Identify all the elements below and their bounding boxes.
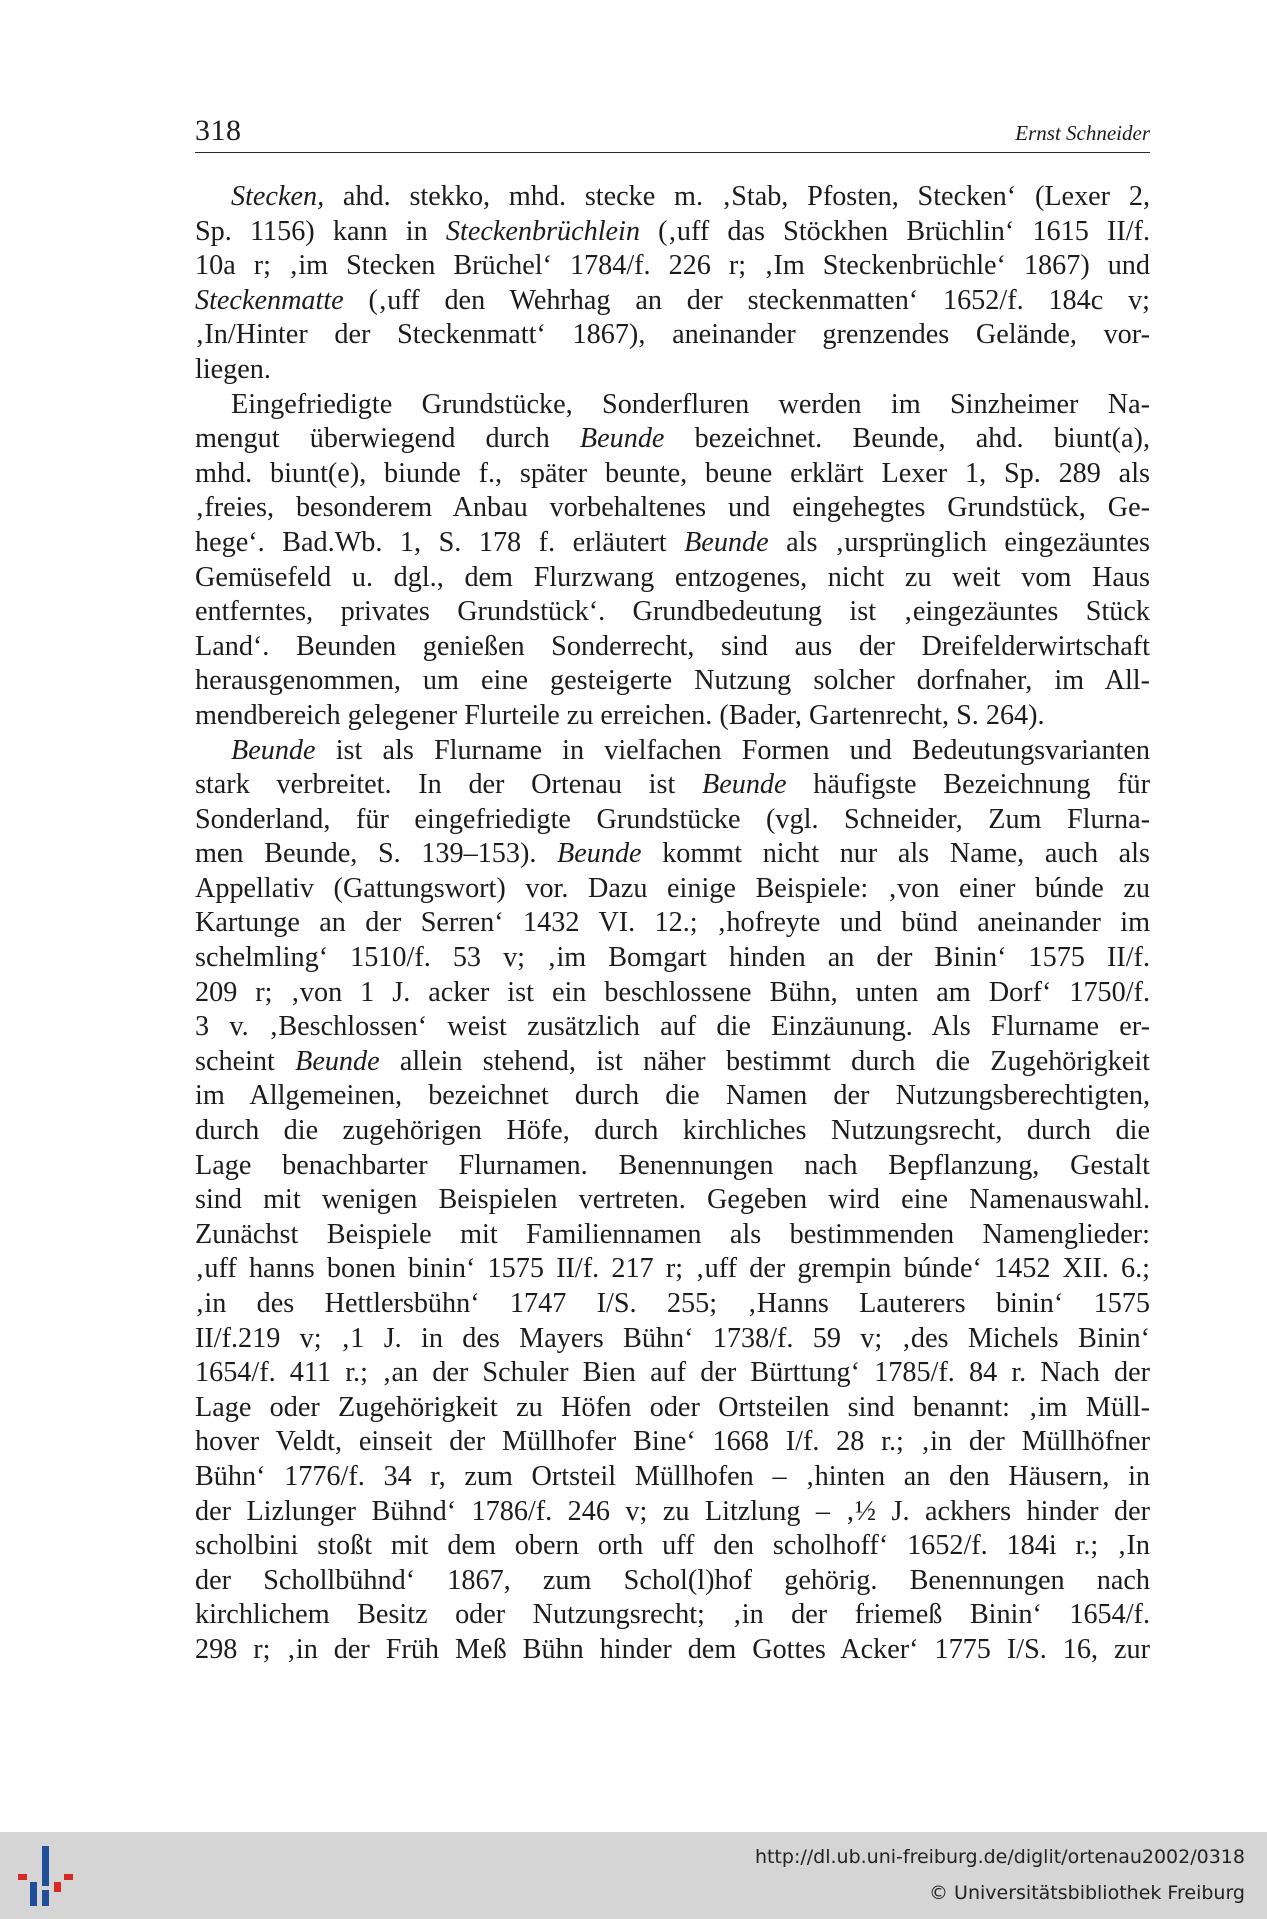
text-run: herausgenommen, um eine gesteigerte Nutzung solcher dorfnaher, im All- [195, 665, 1150, 697]
text-run: Sonderland, für eingefriedigte Grundstücke (vgl. Schneider, Zum Flurna- [195, 803, 1150, 835]
text-line [195, 422, 1150, 457]
text-line [195, 872, 1150, 907]
text-line [195, 941, 1150, 976]
text-line [195, 1564, 1150, 1599]
text-run: Gemüsefeld u. dgl., dem Flurzwang entzogenes, nicht zu weit vom Haus [195, 561, 1150, 593]
text-run: ‚in des Hettlersbühn‘ 1747 I/S. 255; ‚Hanns Lauterers binin‘ 1575 [195, 1288, 1150, 1319]
text-line [195, 1045, 1150, 1080]
text-run: hover Veldt, einseit der Müllhofer Bine‘ 1668 I/f. 28 r.; ‚in der Müllhöfner [195, 1426, 1150, 1458]
text-run: mendbereich gelegener Flurteile zu erreichen. (Bader, Gartenrecht, S. 264). [195, 699, 1045, 731]
text-run: Lage benachbarter Flurnamen. Benennungen nach Bepflanzung, Gestalt [195, 1149, 1150, 1181]
page-number: 318 [195, 114, 242, 147]
text-run: kommt nicht nur als Name, auch als [641, 838, 1150, 870]
text-run: mhd. biunt(e), biunde f., später beunte, beune erklärt Lexer 1, Sp. 289 als [195, 457, 1150, 489]
text-run: ahd. stekko, mhd. stecke m. ‚Stab, Pfosten, Stecken‘ (Lexer 2, [324, 181, 1150, 212]
text-line [195, 1529, 1150, 1564]
text-run: kirchlichem Besitz oder Nutzungsrecht; ‚in der friemeß Binin‘ 1654/f. [195, 1599, 1150, 1631]
text-run: Land‘. Beunden genießen Sonderrecht, sind aus der Dreifelderwirtschaft [195, 630, 1150, 662]
text-run: Eingefriedigte Grundstücke, Sonderfluren werden im Sinzheimer Na- [231, 388, 1150, 420]
text-run: entferntes, privates Grundstück‘. Grundbedeutung ist ‚eingezäuntes Stück [195, 596, 1150, 628]
italic-term: Steckenmatte [195, 284, 344, 316]
footer-bar [0, 1832, 1267, 1919]
text-line [195, 630, 1150, 665]
text-line [195, 353, 1150, 388]
text-line [195, 249, 1150, 284]
text-line [195, 1287, 1150, 1322]
text-run: häufigste Bezeichnung für [786, 769, 1150, 801]
text-line [195, 1322, 1150, 1357]
text-run: 298 r; ‚in der Früh Meß Bühn hinder dem Gottes Acker‘ 1775 I/S. 16, zur [195, 1633, 1150, 1665]
text-line [195, 180, 1150, 215]
text-line [195, 491, 1150, 526]
text-run: Appellativ (Gattungswort) vor. Dazu einige Beispiele: ‚von einer búnde zu [195, 872, 1150, 904]
text-line [195, 1425, 1150, 1460]
text-run: 209 r; ‚von 1 J. acker ist ein beschlossene Bühn, unten am Dorf‘ 1750/f. [195, 976, 1150, 1008]
text-line [195, 906, 1150, 941]
text-line [195, 1079, 1150, 1114]
text-line [195, 664, 1150, 699]
italic-term: Beunde [557, 838, 642, 870]
text-line [195, 595, 1150, 630]
footer-url[interactable]: http://dl.ub.uni-freiburg.de/diglit/ortenau2002/0318 [754, 1846, 1245, 1868]
text-line [195, 1010, 1150, 1045]
text-run: ‚In/Hinter der Steckenmatt‘ 1867), aneinander grenzendes Gelände, vor- [195, 319, 1150, 351]
italic-term: Beunde [295, 1045, 380, 1077]
text-line [195, 1252, 1150, 1287]
italic-term: Beunde [579, 423, 665, 455]
text-line [195, 526, 1150, 561]
text-line [195, 215, 1150, 250]
text-line [195, 734, 1150, 769]
text-line [195, 457, 1150, 492]
text-run: allein stehend, ist näher bestimmt durch die Zugehörigkeit [379, 1045, 1150, 1077]
text-run: Bühn‘ 1776/f. 34 r, zum Ortsteil Müllhofen – ‚hinten an den Häusern, in [195, 1460, 1150, 1492]
italic-term: Stecken, [231, 181, 325, 212]
text-line [195, 699, 1150, 734]
text-run: Lage oder Zugehörigkeit zu Höfen oder Ortsteilen sind benannt: ‚im Müll- [195, 1391, 1150, 1423]
text-run: mengut überwiegend durch [195, 423, 580, 455]
text-run: Kartunge an der Serren‘ 1432 VI. 12.; ‚hofreyte und bünd aneinander im [195, 907, 1150, 939]
text-line [195, 1218, 1150, 1253]
text-run: stark verbreitet. In der Ortenau ist [195, 769, 702, 801]
text-line [195, 1356, 1150, 1391]
text-line [195, 1460, 1150, 1495]
text-run: sind mit wenigen Beispielen vertreten. Gegeben wird eine Namenauswahl. [195, 1184, 1150, 1216]
text-run: ‚uff hanns bonen binin‘ 1575 II/f. 217 r; ‚uff der grempin búnde‘ 1452 XII. 6.; [195, 1253, 1150, 1285]
text-run: der Lizlunger Bühnd‘ 1786/f. 246 v; zu Litzlung – ‚½ J. ackhers hinder der [195, 1495, 1150, 1527]
text-run: ist als Flurname in vielfachen Formen und Bedeutungsvarianten [315, 734, 1150, 766]
italic-term: Beunde [231, 734, 316, 766]
text-run: durch die zugehörigen Höfe, durch kirchliches Nutzungsrecht, durch die [195, 1115, 1150, 1147]
text-line [195, 1633, 1150, 1668]
text-run: als ‚ursprünglich eingezäuntes [768, 526, 1150, 558]
text-run: ‚freies, besonderem Anbau vorbehaltenes und eingehegtes Grundstück, Ge- [195, 492, 1150, 524]
text-line [195, 837, 1150, 872]
text-run: (‚uff das Stöckhen Brüchlin‘ 1615 II/f. [639, 215, 1150, 247]
text-line [195, 284, 1150, 319]
text-line [195, 1598, 1150, 1633]
text-line [195, 1495, 1150, 1530]
ub-freiburg-logo-icon [14, 1842, 84, 1908]
text-line [195, 318, 1150, 353]
text-run: scheint [195, 1045, 296, 1077]
text-run: im Allgemeinen, bezeichnet durch die Namen der Nutzungsberechtigten, [195, 1080, 1150, 1112]
footer-copyright: © Universitätsbibliothek Freiburg [929, 1882, 1245, 1904]
text-line [195, 1391, 1150, 1426]
text-line [195, 1149, 1150, 1184]
italic-term: Steckenbrüchlein [445, 215, 640, 247]
text-line [195, 803, 1150, 838]
italic-term: Beunde [702, 769, 787, 801]
running-head: Ernst Schneider [1015, 121, 1150, 145]
text-run: II/f.219 v; ‚1 J. in des Mayers Bühn‘ 1738/f. 59 v; ‚des Michels Binin‘ [195, 1322, 1150, 1354]
text-run: Zunächst Beispiele mit Familiennamen als bestimmenden Namenglieder: [195, 1218, 1150, 1250]
text-run: 3 v. ‚Beschlossen‘ weist zusätzlich auf die Einzäunung. Als Flurname er- [195, 1011, 1150, 1043]
text-run: 10a r; ‚im Stecken Brüchel‘ 1784/f. 226 r; ‚Im Steckenbrüchle‘ 1867) und [195, 250, 1150, 282]
text-line [195, 1114, 1150, 1149]
text-line [195, 976, 1150, 1011]
body-text [195, 180, 1150, 1668]
page-header [195, 112, 1150, 153]
text-line [195, 561, 1150, 596]
text-run: hege‘. Bad.Wb. 1, S. 178 f. erläutert [195, 526, 685, 558]
text-run: scholbini stoßt mit dem obern orth uff den scholhoff‘ 1652/f. 184i r.; ‚In [195, 1530, 1150, 1562]
text-line [195, 1183, 1150, 1218]
text-run: liegen. [195, 353, 271, 385]
text-run: men Beunde, S. 139–153). [195, 838, 558, 870]
text-run: bezeichnet. Beunde, ahd. biunt(a), [664, 423, 1150, 455]
text-run: Sp. 1156) kann in [195, 215, 446, 247]
text-line [195, 388, 1150, 423]
text-run: schelmling‘ 1510/f. 53 v; ‚im Bomgart hinden an der Binin‘ 1575 II/f. [195, 942, 1150, 974]
text-run: der Schollbühnd‘ 1867, zum Schol(l)hof gehörig. Benennungen nach [195, 1564, 1150, 1596]
text-run: 1654/f. 411 r.; ‚an der Schuler Bien auf der Bürttung‘ 1785/f. 84 r. Nach der [195, 1357, 1150, 1389]
text-line [195, 768, 1150, 803]
text-run: (‚uff den Wehrhag an der steckenmatten‘ 1652/f. 184c v; [343, 284, 1150, 316]
italic-term: Beunde [684, 526, 769, 558]
